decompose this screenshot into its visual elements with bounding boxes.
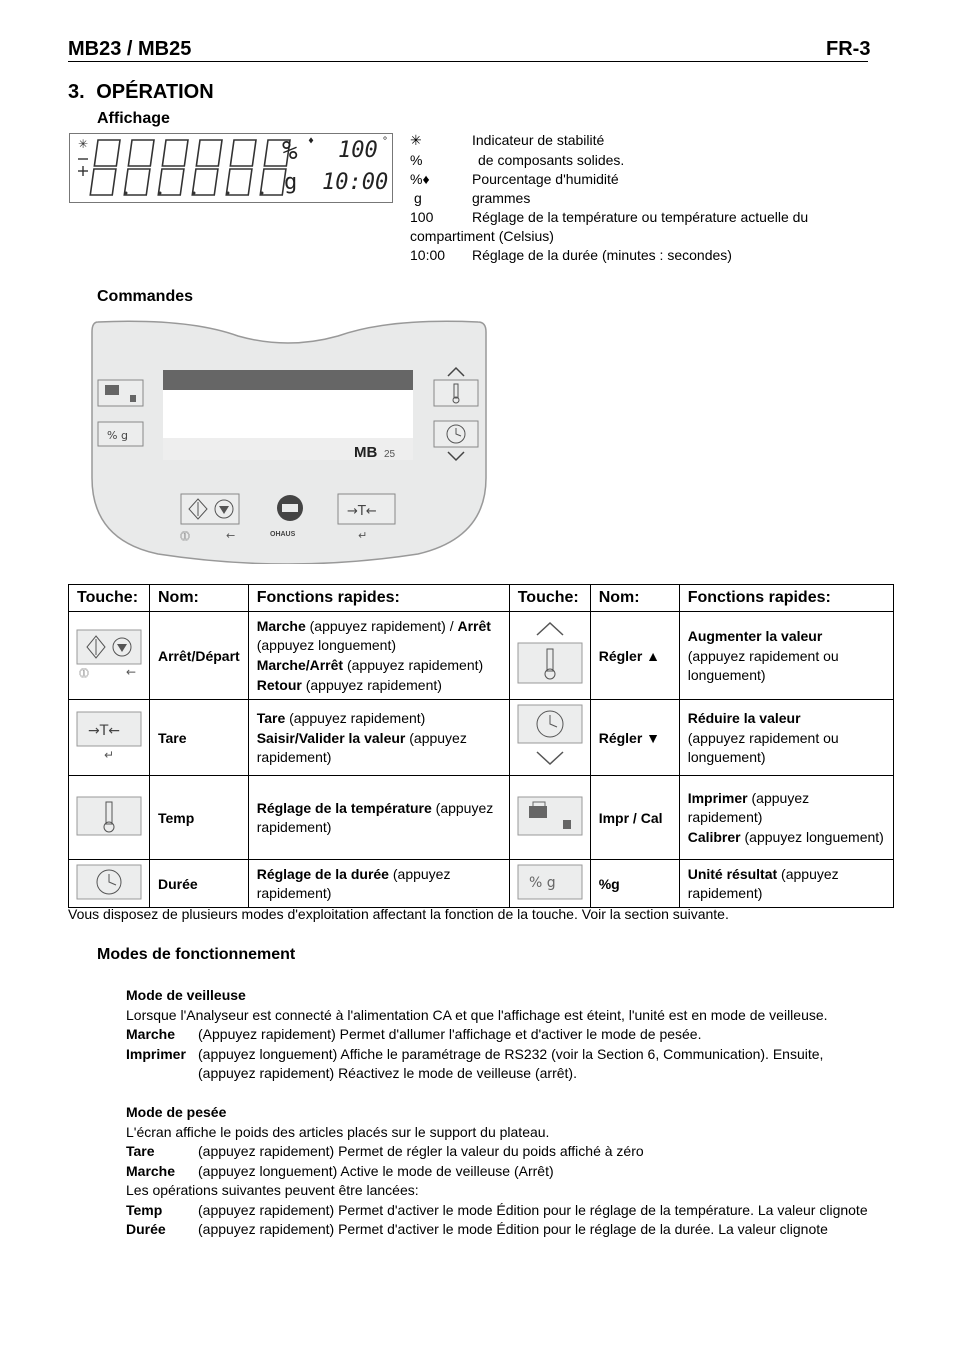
svg-text:←: ← <box>226 529 236 542</box>
lcd-unit-g: g <box>284 170 298 195</box>
svg-text:MB: MB <box>354 444 378 461</box>
key-functions: Unité résultat (appuyez rapidement) <box>679 860 893 908</box>
table-row <box>69 776 894 860</box>
svg-text:↵: ↵ <box>104 748 115 761</box>
legend-item: %♦ Pourcentage d'humidité <box>410 171 619 187</box>
key-name: %g <box>590 860 679 908</box>
key-functions: Réglage de la température (appuyez rapidement) <box>248 776 509 860</box>
mode-title: Mode de veilleuse <box>126 987 246 1003</box>
key-functions: Augmenter la valeur (appuyez rapidement ou longuement) <box>679 612 893 700</box>
lcd-temp: 100 <box>338 138 378 163</box>
legend-item: ✳ Indicateur de stabilité <box>410 132 605 148</box>
svg-text:⓵: ⓵ <box>79 669 89 679</box>
page-number: FR-3 <box>826 38 871 60</box>
svg-text:OHAUS: OHAUS <box>270 531 296 538</box>
section-title: OPÉRATION <box>96 81 214 103</box>
svg-text:←: ← <box>126 665 137 679</box>
legend-item: 10:00 Réglage de la durée (minutes : secondes) <box>410 247 732 263</box>
thermometer-key-icon <box>76 796 142 836</box>
table-row <box>69 860 894 908</box>
key-name: Temp <box>150 776 249 860</box>
col-header: Touche: <box>69 585 150 612</box>
key-image-temp <box>69 776 150 860</box>
clock-key-icon <box>76 864 142 900</box>
svg-text:→T←: →T← <box>347 504 377 519</box>
svg-text:↵: ↵ <box>358 529 368 542</box>
mode-item: Marche (appuyez longuement) Active le mode de veilleuse (Arrêt) <box>126 1162 554 1179</box>
table-note: Vous disposez de plusieurs modes d'exploitation affectant la fonction de la touche. Voir la section suivante. <box>68 906 729 922</box>
up-temp-key-icon <box>517 621 583 687</box>
print-cal-key-icon <box>517 796 583 836</box>
svg-text:% g: % g <box>107 429 128 442</box>
mode-veilleuse <box>126 986 886 1084</box>
svg-text:⓵: ⓵ <box>180 532 190 543</box>
mode-intro: L'écran affiche le poids des articles placés sur le support du plateau. <box>126 1123 550 1140</box>
key-name: Régler ▲ <box>590 612 679 700</box>
key-image-percent-g <box>509 860 590 908</box>
tare-key-icon <box>76 711 142 761</box>
control-panel <box>88 318 490 564</box>
key-functions: Réduire la valeur (appuyez rapidement ou longuement) <box>679 700 893 776</box>
lcd-percent: % <box>282 136 298 166</box>
key-name: Arrêt/Départ <box>150 612 249 700</box>
percent-g-key-icon <box>517 864 583 900</box>
down-time-key-icon <box>517 704 583 768</box>
control-panel-graphic <box>88 318 490 564</box>
legend-item: % de composants solides. <box>410 152 625 168</box>
section-heading <box>68 81 214 104</box>
mode-item: Tare (appuyez rapidement) Permet de régler la valeur du poids affiché à zéro <box>126 1143 644 1159</box>
legend-item: compartiment (Celsius) <box>410 228 554 244</box>
key-name: Régler ▼ <box>590 700 679 776</box>
legend-item: g grammes <box>414 190 531 206</box>
key-image-up <box>509 612 590 700</box>
lcd-degree: ° <box>382 136 389 147</box>
svg-text:✳: ✳ <box>78 137 89 151</box>
key-functions: Imprimer (appuyez rapidement) Calibrer (appuyez longuement) <box>679 776 893 860</box>
mode-item: Durée (appuyez rapidement) Permet d'activer le mode Édition pour le réglage de la durée. La valeur clignote <box>126 1221 828 1237</box>
key-image-print <box>509 776 590 860</box>
key-functions: Marche (appuyez rapidement) / Arrêt (appuyez longuement) Marche/Arrêt (appuyez rapidement) Retour (appuyez rapidement) <box>248 612 509 700</box>
table-row <box>69 700 894 776</box>
lcd-drop-icon: ♦ <box>308 136 315 147</box>
key-image-tare <box>69 700 150 776</box>
key-functions: Tare (appuyez rapidement) Saisir/Valider la valeur (appuyez rapidement) <box>248 700 509 776</box>
col-header: Fonctions rapides: <box>679 585 893 612</box>
modes-title: Modes de fonctionnement <box>97 946 296 963</box>
col-header: Fonctions rapides: <box>248 585 509 612</box>
onoff-key-icon <box>76 629 142 679</box>
svg-text:25: 25 <box>384 449 396 460</box>
key-name: Durée <box>150 860 249 908</box>
key-name: Tare <box>150 700 249 776</box>
section-number: 3. <box>68 81 85 103</box>
key-image-onoff <box>69 612 150 700</box>
mode-item: Marche (Appuyez rapidement) Permet d'allumer l'affichage et d'activer le mode de pesée. <box>126 1026 702 1042</box>
svg-text:→T←: →T← <box>88 723 121 739</box>
col-header: Nom: <box>590 585 679 612</box>
col-header: Nom: <box>150 585 249 612</box>
key-image-time <box>69 860 150 908</box>
mode-item: Imprimer (appuyez longuement) Affiche le paramétrage de RS232 (voir la Section 6, Communication). Ensuite, (appuyez rapidement) Réactivez le mode de veilleuse (arrêt). <box>126 1045 824 1081</box>
keys-table <box>68 584 894 908</box>
mode-intro: Lorsque l'Analyseur est connecté à l'alimentation CA et que l'affichage est éteint, l'unité est en mode de veilleuse. <box>126 1006 828 1023</box>
mode-title: Mode de pesée <box>126 1104 227 1120</box>
legend-item: 100 Réglage de la température ou température actuelle du <box>410 209 809 225</box>
mode-pesee <box>126 1103 916 1240</box>
table-header-row <box>69 585 894 612</box>
lcd-display <box>69 133 393 203</box>
table-row <box>69 612 894 700</box>
svg-text:% g: % g <box>528 875 556 891</box>
commandes-title: Commandes <box>97 288 194 305</box>
key-functions: Réglage de la durée (appuyez rapidement) <box>248 860 509 908</box>
ops-intro: Les opérations suivantes peuvent être lancées: <box>126 1182 419 1198</box>
key-image-down <box>509 700 590 776</box>
col-header: Touche: <box>509 585 590 612</box>
header-rule <box>68 61 868 62</box>
affichage-title: Affichage <box>97 110 170 127</box>
key-name: Impr / Cal <box>590 776 679 860</box>
mode-item: Temp (appuyez rapidement) Permet d'activer le mode Édition pour le réglage de la température. La valeur clignote <box>126 1201 868 1218</box>
doc-header-left: MB23 / MB25 <box>68 38 192 60</box>
lcd-time: 10:00 <box>322 170 389 195</box>
